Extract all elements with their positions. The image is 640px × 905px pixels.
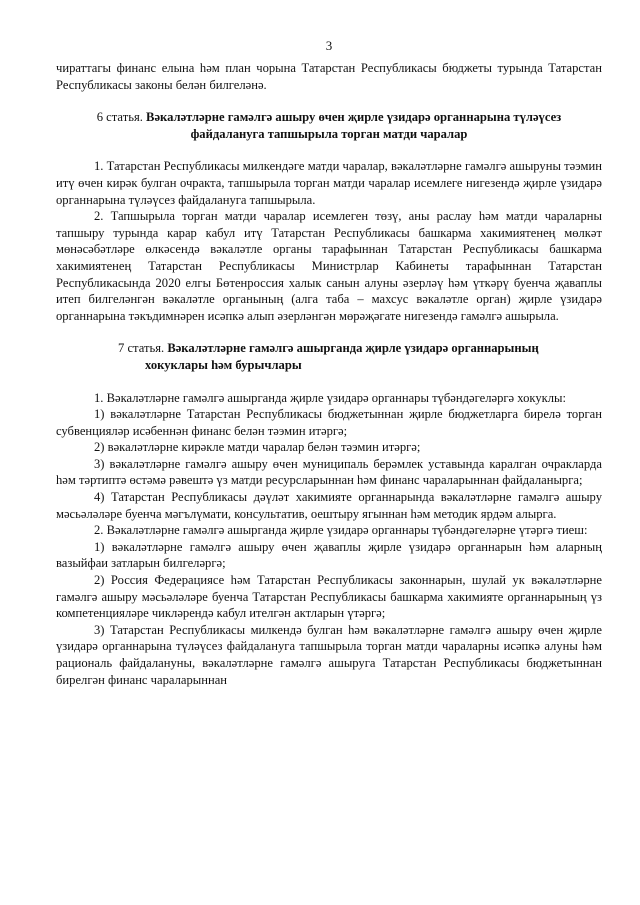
article-7-paragraph: 3) вәкаләтләрне гамәлгә ашыру өчен муниципаль берәмлек уставында каралган очракларда һәм тәртиптә өстәмә рәвештә үз матди ресурсларыннан һәм финанс чараларыннан файдаланырга; [56,456,602,488]
article-7-paragraph: 2) вәкаләтләрне кирәкле матди чаралар белән тәэмин итәргә; [94,440,421,455]
article-7-paragraph: 1) вәкаләтләрне Татарстан Республикасы бюджетыннан җирле бюджетларга бирелә торган субвенцияләр исәбеннән финанс белән тәэмин итәргә; [56,407,602,438]
article-6-title: Вәкаләтләрне гамәлгә ашыру өчен җирле үзидарә органнарына түләүсез файдалануга тапшырыла торган матди чаралар [146,110,562,141]
article-7-title-line-1: Вәкаләтләрне гамәлгә ашырганда җирле үзидарә органнарының [167,341,539,356]
article-7-number: 7 статья. [118,341,165,356]
intro-paragraph: чираттагы финанс елына һәм план чорына Татарстан Республикасы бюджеты турында Татарстан Республикасы законы белән билгеләнә. [56,61,602,92]
article-6-number: 6 статья. [96,110,143,125]
article-7-paragraph: 3) Татарстан Республикасы милкендә булган һәм вәкаләтләрне гамәлгә ашыру өчен җирле үзидарә органнарына түләүсез файдалануга тапшырыла торган матди чараларны исәпкә алуны һәм рациональ файдалануны, вәкаләтләрне гамәлгә ашыруга Татарстан Республикасы бюджетыннан бирелгән финанс чараларыннан [56,622,602,687]
article-6-heading [56,109,602,142]
article-7-paragraph: 2. Вәкаләтләрне гамәлгә ашырганда җирле үзидарә органнары түбәндәгеләрне үтәргә тиеш: [94,523,588,538]
page-number: 3 [325,38,333,53]
article-7-heading-line-1 [118,340,602,357]
article-7-heading [56,340,602,373]
article-6-paragraph: 2. Тапшырыла торган матди чаралар исемлеген төзү, аны раслау һәм матди чараларны тапшыру турында карар кабул итү Татарстан Республикасы башкарма хакимиятенең мөлкәт мөнәсәбәтләре өлкәсендә вәкаләтле органы тарафыннан Татарстан Республикасы башкарма хакимиятенең Татарстан Республикасы Министрлар Кабинеты тарафыннан Татарстан Республикасында 2020 елгы Бөтенроссия халык санын алуны әзерләү һәм үткәрү буенча җаваплы итеп билгеләнгән вәкаләтле органының (алга таба – махсус вәкаләтле орган) җирле үзидарә органнарына тәкъдимнәрен исәпкә алып әзерләнгән мөрәҗәгате нигезендә гамәлгә ашырыла. [56,209,602,323]
article-6-paragraph: 1. Татарстан Республикасы милкендәге матди чаралар, вәкаләтләрне гамәлгә ашыруны тәэмин итү өчен кирәк булган очракта, тапшырыла торган матди чаралар исемлеге нигезендә җирле үзидарә органнарына түләүсез файдалануга тапшырыла. [56,159,602,207]
article-7-paragraph: 1) вәкаләтләрне гамәлгә ашыру өчен җаваплы җирле үзидарә органнарын һәм аларның вазыйфаи затларын билгеләргә; [56,539,602,571]
article-7-paragraph: 4) Татарстан Республикасы дәүләт хакимияте органнарында вәкаләтләрне гамәлгә ашыру мәсьәләләре буенча мәгълүмати, консультатив, оештыру ягыннан һәм методик ярдәм алырга. [56,490,602,521]
article-7-paragraph: 2) Россия Федерациясе һәм Татарстан Республикасы законнарын, шулай ук вәкаләтләрне гамәлгә ашыру мәсьәләләре буенча Татарстан Республикасы башкарма хакимияте органнарының үз компетенцияләре чикләрендә кабул ителгән актларын үтәргә; [56,573,602,621]
article-7-paragraph: 1. Вәкаләтләрне гамәлгә ашырганда җирле үзидарә органнары түбәндәгеләргә хокуклы: [94,390,566,405]
article-7-title-line-2: хокуклары һәм бурычлары [145,357,302,372]
